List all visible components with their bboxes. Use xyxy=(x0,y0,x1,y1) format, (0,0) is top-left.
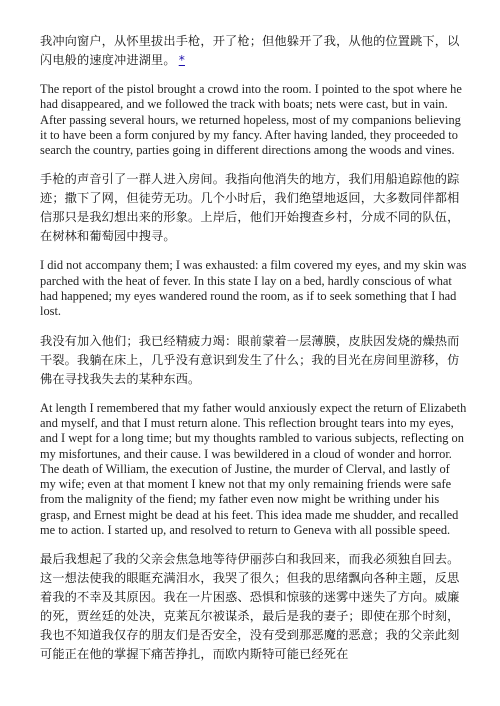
paragraph-en-2: I did not accompany them; I was exhausted: a film covered my eyes, and my skin was parched with the heat of fever. In this state I lay on a bed, hardly conscious of what had happened; my eyes wandered round the room, as if to seek something that I had lost. xyxy=(40,258,467,319)
paragraph-zh-2: 手枪的声音引了一群人进入房间。我指向他消失的地方，我们用船追踪他的踪迹；撒下了网，但徒劳无功。几个小时后，我们绝望地返回，大多数同伴都相信那只是我幻想出来的形象。上岸后，他们开始搜查乡村，分成不同的队伍，在树林和葡萄园中搜寻。 xyxy=(40,172,460,244)
paragraph-en-1: The report of the pistol brought a crowd into the room. I pointed to the spot where he had disappeared, and we followed the track with boats; nets were cast, but in vain. After passing several hours, we returned hopeless, most of my companions believing it to have been a form conjured by my fancy. After having landed, they proceeded to search the country, parties going in different directions among the woods and vines. xyxy=(40,82,462,158)
footnote-link[interactable]: * xyxy=(178,53,185,67)
paragraph-en-3: At length I remembered that my father would anxiously expect the return of Elizabeth and myself, and that I must return alone. This reflection brought tears into my eyes, and I wept for a long time; but my thoughts rambled to various subjects, reflecting on my misfortunes, and their cause. I was bewildered in a cloud of wonder and horror. The death of William, the execution of Justine, the murder of Clerval, and lastly of my wife; even at that moment I knew not that my only remaining friends were safe from the malignity of the fiend; my father even now might be writhing under his grasp, and Ernest might be dead at his feet. This idea made me shudder, and recalled me to action. I started up, and resolved to return to Geneva with all possible speed. xyxy=(40,400,467,538)
paragraph-zh-1 xyxy=(40,32,468,70)
paragraph-zh-1-text: 我冲向窗户，从怀里拔出手枪，开了枪；但他躲开了我，从他的位置跳下，以闪电般的速度冲进湖里。 xyxy=(40,34,460,67)
paragraph-zh-4: 最后我想起了我的父亲会焦急地等待伊丽莎白和我回来，而我必须独自回去。这一想法使我的眼眶充满泪水，我哭了很久；但我的思绪飘向各种主题，反思着我的不幸及其原因。我在一片困惑、恐惧和惊骇的迷雾中迷失了方向。威廉的死，贾丝廷的处决，克莱瓦尔被谋杀，最后是我的妻子；即使在那个时刻，我也不知道我仅存的朋友们是否安全，没有受到那恶魔的恶意；我的父亲此刻可能正在他的掌握下痛苦挣扎，而欧内斯特可能已经死在 xyxy=(40,552,460,662)
paragraph-zh-3: 我没有加入他们；我已经精疲力竭：眼前蒙着一层薄膜，皮肤因发烧的燥热而干裂。我躺在床上，几乎没有意识到发生了什么；我的目光在房间里游移，仿佛在寻找我失去的某种东西。 xyxy=(40,333,460,386)
document-page xyxy=(40,32,468,676)
